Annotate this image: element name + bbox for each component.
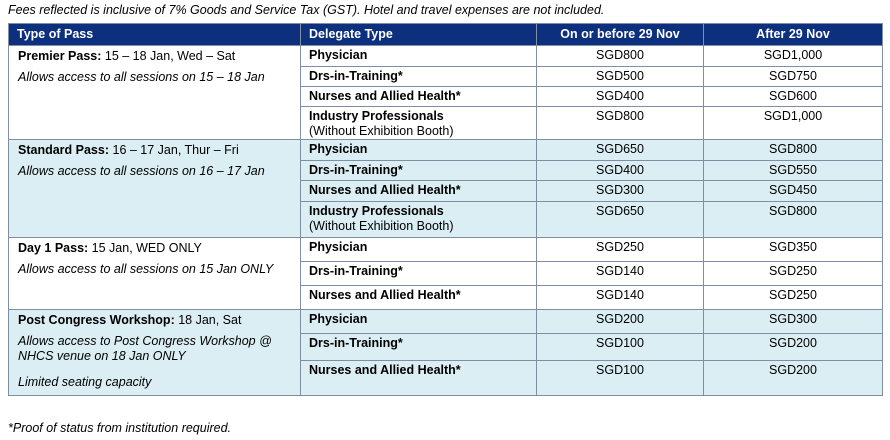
late-price-cell: SGD800 [704, 140, 883, 161]
early-price-cell: SGD650 [537, 202, 704, 238]
early-price-cell: SGD140 [537, 262, 704, 286]
delegate-type-cell [301, 310, 537, 334]
pass-dates: 16 – 17 Jan, Thur – Fri [109, 143, 239, 157]
table-row [9, 310, 883, 334]
table-row [9, 238, 883, 262]
early-price-cell: SGD800 [537, 46, 704, 67]
delegate-type-cell [301, 161, 537, 181]
early-price-cell: SGD100 [537, 361, 704, 396]
header-late-rate: After 29 Nov [704, 24, 883, 46]
late-price-cell: SGD1,000 [704, 107, 883, 140]
proof-of-status-note: *Proof of status from institution required. [8, 421, 232, 435]
delegate-type: Physician [309, 48, 368, 62]
delegate-type: Physician [309, 142, 368, 156]
early-price-cell: SGD200 [537, 310, 704, 334]
table-row [9, 46, 883, 67]
pass-cell [9, 46, 301, 140]
delegate-type-cell [301, 334, 537, 361]
header-early-rate: On or before 29 Nov [537, 24, 704, 46]
late-price-cell: SGD600 [704, 87, 883, 107]
delegate-type-cell [301, 238, 537, 262]
delegate-type-cell [301, 140, 537, 161]
pass-title [18, 313, 291, 328]
late-price-cell: SGD250 [704, 286, 883, 310]
fees-note: Fees reflected is inclusive of 7% Goods and Service Tax (GST). Hotel and travel expenses are not included. [8, 3, 605, 17]
header-delegate-type: Delegate Type [301, 24, 537, 46]
delegate-subtype: (Without Exhibition Booth) [309, 124, 454, 138]
early-price-cell: SGD650 [537, 140, 704, 161]
delegate-type: Drs-in-Training* [309, 264, 403, 278]
early-price-cell: SGD400 [537, 161, 704, 181]
delegate-type: Drs-in-Training* [309, 336, 403, 350]
late-price-cell: SGD250 [704, 262, 883, 286]
registration-fees-table [8, 23, 883, 396]
delegate-type-cell [301, 262, 537, 286]
pass-name: Standard Pass: [18, 143, 110, 157]
late-price-cell: SGD1,000 [704, 46, 883, 67]
delegate-type-cell [301, 67, 537, 87]
late-price-cell: SGD200 [704, 361, 883, 396]
delegate-type: Physician [309, 312, 368, 326]
delegate-type: Industry Professionals [309, 109, 444, 123]
delegate-type: Nurses and Allied Health* [309, 288, 461, 302]
pass-title [18, 49, 291, 64]
early-price-cell: SGD100 [537, 334, 704, 361]
delegate-type-cell [301, 107, 537, 140]
late-price-cell: SGD450 [704, 181, 883, 202]
pass-dates: 15 – 18 Jan, Wed – Sat [101, 49, 236, 63]
pass-cell [9, 238, 301, 310]
delegate-type: Drs-in-Training* [309, 69, 403, 83]
pass-dates: 18 Jan, Sat [174, 313, 242, 327]
table-header-row [9, 24, 883, 46]
delegate-type: Nurses and Allied Health* [309, 183, 461, 197]
delegate-type: Nurses and Allied Health* [309, 89, 461, 103]
delegate-type-cell [301, 361, 537, 396]
pass-name: Day 1 Pass: [18, 241, 89, 255]
pass-description: Allows access to all sessions on 15 – 18 Jan [18, 70, 265, 84]
early-price-cell: SGD140 [537, 286, 704, 310]
delegate-type-cell [301, 46, 537, 67]
pass-description: Allows access to Post Congress Workshop @ NHCS venue on 18 Jan ONLY [18, 334, 272, 363]
early-price-cell: SGD400 [537, 87, 704, 107]
late-price-cell: SGD550 [704, 161, 883, 181]
early-price-cell: SGD800 [537, 107, 704, 140]
header-type-of-pass: Type of Pass [9, 24, 301, 46]
delegate-type-cell [301, 87, 537, 107]
delegate-type: Industry Professionals [309, 204, 444, 218]
delegate-subtype: (Without Exhibition Booth) [309, 219, 454, 233]
pass-title [18, 241, 291, 256]
delegate-type: Physician [309, 240, 368, 254]
late-price-cell: SGD300 [704, 310, 883, 334]
pass-title [18, 143, 291, 158]
pass-cell [9, 140, 301, 238]
early-price-cell: SGD250 [537, 238, 704, 262]
delegate-type-cell [301, 202, 537, 238]
late-price-cell: SGD350 [704, 238, 883, 262]
delegate-type: Nurses and Allied Health* [309, 363, 461, 377]
early-price-cell: SGD500 [537, 67, 704, 87]
delegate-type: Drs-in-Training* [309, 163, 403, 177]
late-price-cell: SGD800 [704, 202, 883, 238]
table-row [9, 140, 883, 161]
pass-dates: 15 Jan, WED ONLY [88, 241, 202, 255]
pass-cell [9, 310, 301, 396]
pass-extra-note: Limited seating capacity [18, 375, 152, 389]
delegate-type-cell [301, 181, 537, 202]
late-price-cell: SGD750 [704, 67, 883, 87]
pass-description: Allows access to all sessions on 15 Jan ONLY [18, 262, 274, 276]
early-price-cell: SGD300 [537, 181, 704, 202]
pass-description: Allows access to all sessions on 16 – 17 Jan [18, 164, 265, 178]
pass-name: Post Congress Workshop: [18, 313, 175, 327]
late-price-cell: SGD200 [704, 334, 883, 361]
delegate-type-cell [301, 286, 537, 310]
pass-name: Premier Pass: [18, 49, 102, 63]
